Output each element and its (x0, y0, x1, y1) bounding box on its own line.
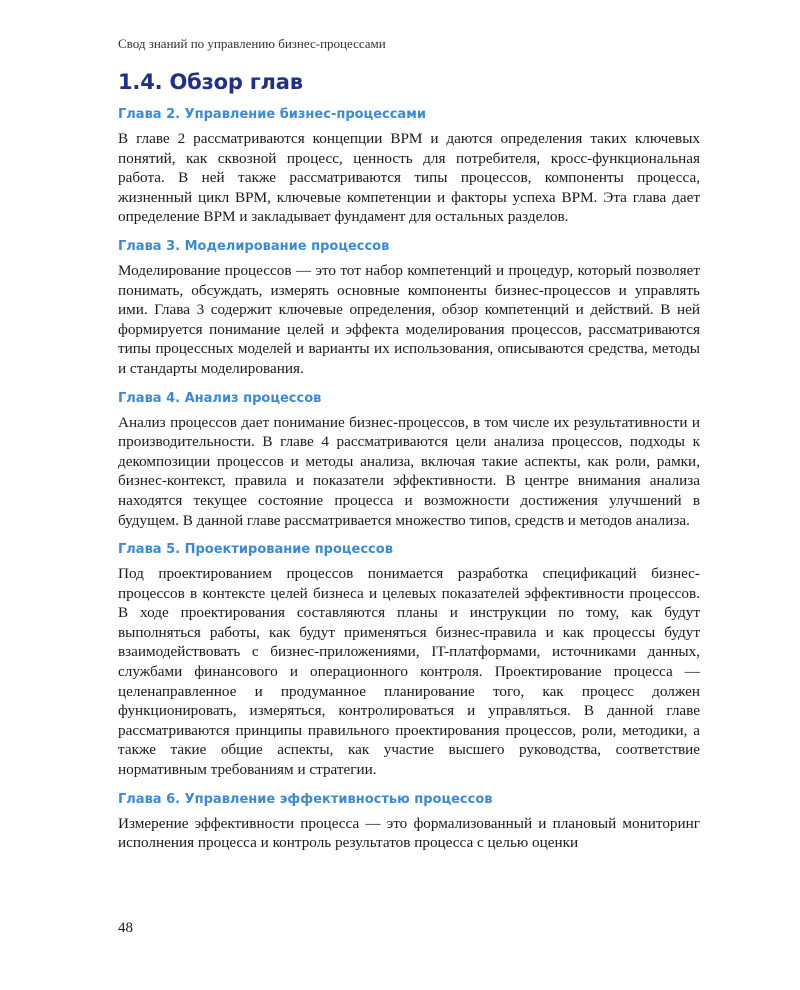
running-header: Свод знаний по управлению бизнес-процессами (118, 36, 386, 51)
page-number: 48 (118, 920, 133, 936)
chapter-paragraph: Измерение эффективности процесса — это формализованный и плановый мониторинг исполнения процесса и контроль результатов процесса с целью оценки (118, 814, 700, 852)
chapter-heading: Глава 3. Моделирование процессов (118, 238, 390, 254)
section-title: 1.4. Обзор глав (118, 70, 303, 94)
chapter-paragraph: В главе 2 рассматриваются концепции BPM и даются определения таких ключевых понятий, как сквозной процесс, ценность для потребителя, кросс-функциональная работа. В ней также рассматриваются типы процессов, компоненты процесса, жизненный цикл BPM, ключевые компетенции и факторы успеха BPM. Эта глава дает определение BPM и закладывает фундамент для остальных разделов. (118, 130, 700, 226)
chapter-block-6 (118, 791, 700, 853)
chapters-overview (118, 106, 700, 864)
chapter-heading: Глава 6. Управление эффективностью процессов (118, 791, 493, 807)
chapter-heading: Глава 2. Управление бизнес-процессами (118, 107, 426, 122)
chapter-heading: Глава 4. Анализ процессов (118, 390, 322, 406)
chapter-paragraph: Анализ процессов дает понимание бизнес-процессов, в том числе их результативности и производительности. В главе 4 рассматриваются цели анализа процессов, подходы к декомпозиции процессов и методы анализа, включая такие аспекты, как роли, рамки, бизнес-контекст, правила и показатели эффективности. В центре внимания анализа находятся текущее состояние процесса и возможности достижения улучшений в будущем. В данной главе рассматривается множество типов, средств и методов анализа. (118, 413, 700, 529)
chapter-block-4 (118, 390, 700, 531)
chapter-heading: Глава 5. Проектирование процессов (118, 542, 393, 558)
chapter-block-5 (118, 541, 700, 780)
document-page (118, 0, 700, 990)
chapter-paragraph: Под проектированием процессов понимается разработка спецификаций бизнес-процессов в контексте целей бизнеса и целевых показателей эффективности процессов. В ходе проектирования составляются планы и инструкции по тому, как будут выполняться работы, как будут применяться бизнес-правила и как процессы будут взаимодействовать с бизнес-приложениями, IT-платформами, источниками данных, службами финансового и операционного контроля. Проектирование процесса — целенаправленное и продуманное планирование того, как процесс должен функционировать, измеряться, контролироваться и управляться. В данной главе рассматриваются принципы правильного проектирования процессов, роли, методики, а также такие общие аспекты, как участие высшего руководства, соответствие нормативным требованиям и стратегии. (118, 565, 700, 779)
chapter-block-2 (118, 106, 700, 227)
chapter-block-3 (118, 238, 700, 379)
chapter-paragraph: Моделирование процессов — это тот набор компетенций и процедур, который позволяет понимать, обсуждать, измерять основные компоненты бизнес-процессов и управлять ими. Глава 3 содержит ключевые определения, обзор компетенций и действий. В ней формируется понимание целей и эффекта моделирования процессов, рассматриваются типы процессных моделей и варианты их использования, описываются средства, методы и стандарты моделирования. (118, 261, 700, 377)
